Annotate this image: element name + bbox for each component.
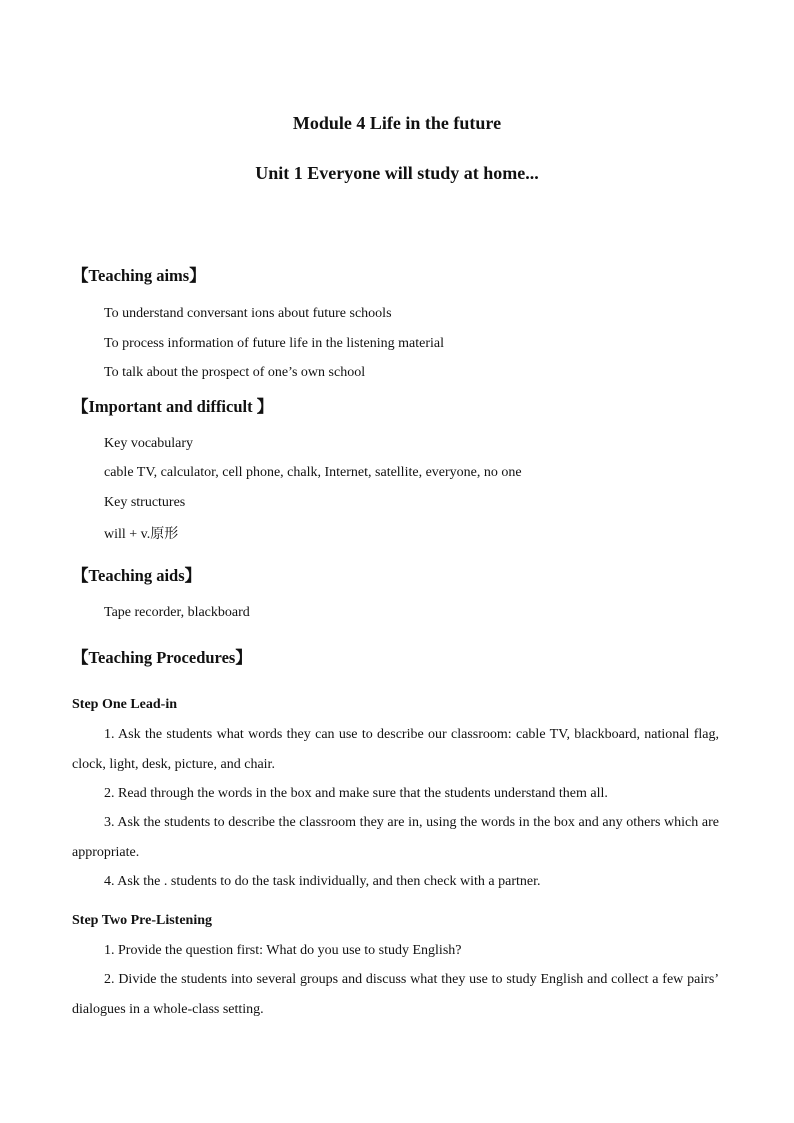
step-one-title: Step One Lead-in bbox=[72, 697, 178, 712]
step-one-paragraph-2: 2. Read through the words in the box and make sure that the students understand them all. bbox=[104, 786, 608, 801]
module-title: Module 4 Life in the future bbox=[292, 113, 502, 133]
step-two-title: Step Two Pre-Listening bbox=[72, 913, 213, 928]
step-one-paragraph-4: 4. Ask the . students to do the task individually, and then check with a partner. bbox=[104, 874, 541, 889]
step-two-paragraph-1: 1. Provide the question first: What do you use to study English? bbox=[104, 943, 462, 958]
step-one-paragraph-1: 1. Ask the students what words they can use to describe our classroom: cable TV, blackboard, national flag, clock, light, desk, picture, and chair. bbox=[72, 727, 719, 772]
unit-title: Unit 1 Everyone will study at home... bbox=[255, 163, 539, 183]
step-one-paragraph-3: 3. Ask the students to describe the classroom they are in, using the words in the box and any others which are appropriate. bbox=[72, 815, 719, 860]
aims-line-2: To process information of future life in the listening material bbox=[104, 336, 444, 351]
aids-line-1: Tape recorder, blackboard bbox=[104, 605, 250, 620]
aims-line-3: To talk about the prospect of one’s own school bbox=[104, 365, 366, 380]
step-two-paragraph-2: 2. Divide the students into several groups and discuss what they use to study English and collect a few pairs’ dialogues in a whole-class setting. bbox=[72, 972, 719, 1017]
section-heading-important-difficult: 【Important and difficult 】 bbox=[72, 397, 274, 416]
section-heading-teaching-aims: 【Teaching aims】 bbox=[72, 266, 206, 285]
important-line-1: Key vocabulary bbox=[104, 436, 194, 451]
important-line-4: will + v.原形 bbox=[104, 527, 179, 542]
important-line-3: Key structures bbox=[104, 495, 186, 510]
section-heading-teaching-procedures: 【Teaching Procedures】 bbox=[72, 648, 252, 667]
important-line-2: cable TV, calculator, cell phone, chalk, Internet, satellite, everyone, no one bbox=[104, 465, 522, 480]
section-heading-teaching-aids: 【Teaching aids】 bbox=[72, 566, 202, 585]
aims-line-1: To understand conversant ions about future schools bbox=[104, 306, 392, 321]
